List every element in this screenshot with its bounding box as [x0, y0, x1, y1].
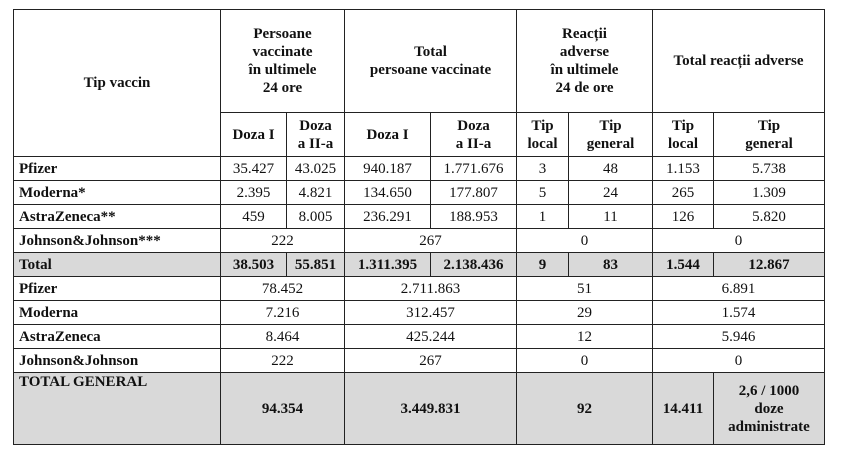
table-cell: 51: [517, 277, 653, 301]
subheader-total-doza-2: Doza a II-a: [431, 113, 517, 157]
header-total-persoane-vaccinate: Total persoane vaccinate: [345, 10, 517, 113]
table-row: [14, 205, 825, 229]
table-cell: 1.309: [714, 181, 825, 205]
subheader-total-doza-1: Doza I: [345, 113, 431, 157]
subheader-doza-1: Doza I: [221, 113, 287, 157]
table-cell: 1.574: [653, 301, 825, 325]
table-cell: 5: [517, 181, 569, 205]
subheader-doza-2: Doza a II-a: [287, 113, 345, 157]
table-cell: 1.544: [653, 253, 714, 277]
subheader-tip-local-24h: Tip local: [517, 113, 569, 157]
table-row: [14, 157, 825, 181]
table-cell: 1.153: [653, 157, 714, 181]
table-cell: 92: [517, 373, 653, 445]
table-cell: 12.867: [714, 253, 825, 277]
subheader-tip-general-24h: Tip general: [569, 113, 653, 157]
header-total-reactii-adverse: Total reacții adverse: [653, 10, 825, 113]
total-label: Total: [14, 253, 221, 277]
summary-row: [14, 301, 825, 325]
table-cell: 9: [517, 253, 569, 277]
table-cell: 0: [653, 349, 825, 373]
table-cell: 8.464: [221, 325, 345, 349]
table-cell: 48: [569, 157, 653, 181]
header-tip-vaccin: Tip vaccin: [14, 10, 221, 157]
table-cell: 940.187: [345, 157, 431, 181]
table-cell: 12: [517, 325, 653, 349]
table-cell: 1.311.395: [345, 253, 431, 277]
table-cell: 5.738: [714, 157, 825, 181]
table-cell: 188.953: [431, 205, 517, 229]
table-cell: 134.650: [345, 181, 431, 205]
table-cell: 83: [569, 253, 653, 277]
table-cell: 267: [345, 229, 517, 253]
header-persoane-vaccinate-24h: Persoane vaccinate în ultimele 24 ore: [221, 10, 345, 113]
table-cell: 3.449.831: [345, 373, 517, 445]
table-cell: 78.452: [221, 277, 345, 301]
table-cell: 312.457: [345, 301, 517, 325]
table-cell: 8.005: [287, 205, 345, 229]
vaccine-name: Pfizer: [14, 277, 221, 301]
table-cell: 177.807: [431, 181, 517, 205]
table-cell: 38.503: [221, 253, 287, 277]
summary-row: [14, 325, 825, 349]
vaccine-name: AstraZeneca**: [14, 205, 221, 229]
table-cell: 5.946: [653, 325, 825, 349]
subheader-tip-general-total: Tip general: [714, 113, 825, 157]
total-general-row: [14, 373, 825, 445]
total-row: [14, 253, 825, 277]
vaccine-name: Moderna: [14, 301, 221, 325]
table-cell: 126: [653, 205, 714, 229]
vaccine-name: Johnson&Johnson: [14, 349, 221, 373]
table-cell: 425.244: [345, 325, 517, 349]
table-row: [14, 181, 825, 205]
table-cell: 459: [221, 205, 287, 229]
table-cell: 3: [517, 157, 569, 181]
table-cell: 236.291: [345, 205, 431, 229]
table-cell: 43.025: [287, 157, 345, 181]
table-cell: 4.821: [287, 181, 345, 205]
table-cell: 1.771.676: [431, 157, 517, 181]
vaccination-report: [13, 9, 825, 445]
table-cell: 94.354: [221, 373, 345, 445]
table-cell: 14.411: [653, 373, 714, 445]
summary-row: [14, 277, 825, 301]
summary-row: [14, 349, 825, 373]
header-reactii-adverse-24h: Reacții adverse în ultimele 24 de ore: [517, 10, 653, 113]
table-cell: 1: [517, 205, 569, 229]
table-cell: 0: [517, 229, 653, 253]
table-cell: 11: [569, 205, 653, 229]
rate-per-1000-cell: 2,6 / 1000 doze administrate: [714, 373, 825, 445]
table-row: [14, 229, 825, 253]
total-general-label: TOTAL GENERAL: [14, 373, 221, 445]
table-cell: 222: [221, 349, 345, 373]
table-cell: 2.138.436: [431, 253, 517, 277]
table-cell: 55.851: [287, 253, 345, 277]
table-cell: 29: [517, 301, 653, 325]
table-cell: 2.395: [221, 181, 287, 205]
table-cell: 5.820: [714, 205, 825, 229]
table-cell: 0: [517, 349, 653, 373]
vaccination-table: [13, 9, 825, 445]
table-cell: 222: [221, 229, 345, 253]
vaccine-name: Johnson&Johnson***: [14, 229, 221, 253]
table-cell: 267: [345, 349, 517, 373]
vaccine-name: Moderna*: [14, 181, 221, 205]
table-cell: 35.427: [221, 157, 287, 181]
table-cell: 2.711.863: [345, 277, 517, 301]
vaccine-name: Pfizer: [14, 157, 221, 181]
table-cell: 24: [569, 181, 653, 205]
subheader-tip-local-total: Tip local: [653, 113, 714, 157]
vaccine-name: AstraZeneca: [14, 325, 221, 349]
table-cell: 6.891: [653, 277, 825, 301]
table-cell: 0: [653, 229, 825, 253]
table-cell: 7.216: [221, 301, 345, 325]
header-row-1: [14, 10, 825, 113]
table-cell: 265: [653, 181, 714, 205]
